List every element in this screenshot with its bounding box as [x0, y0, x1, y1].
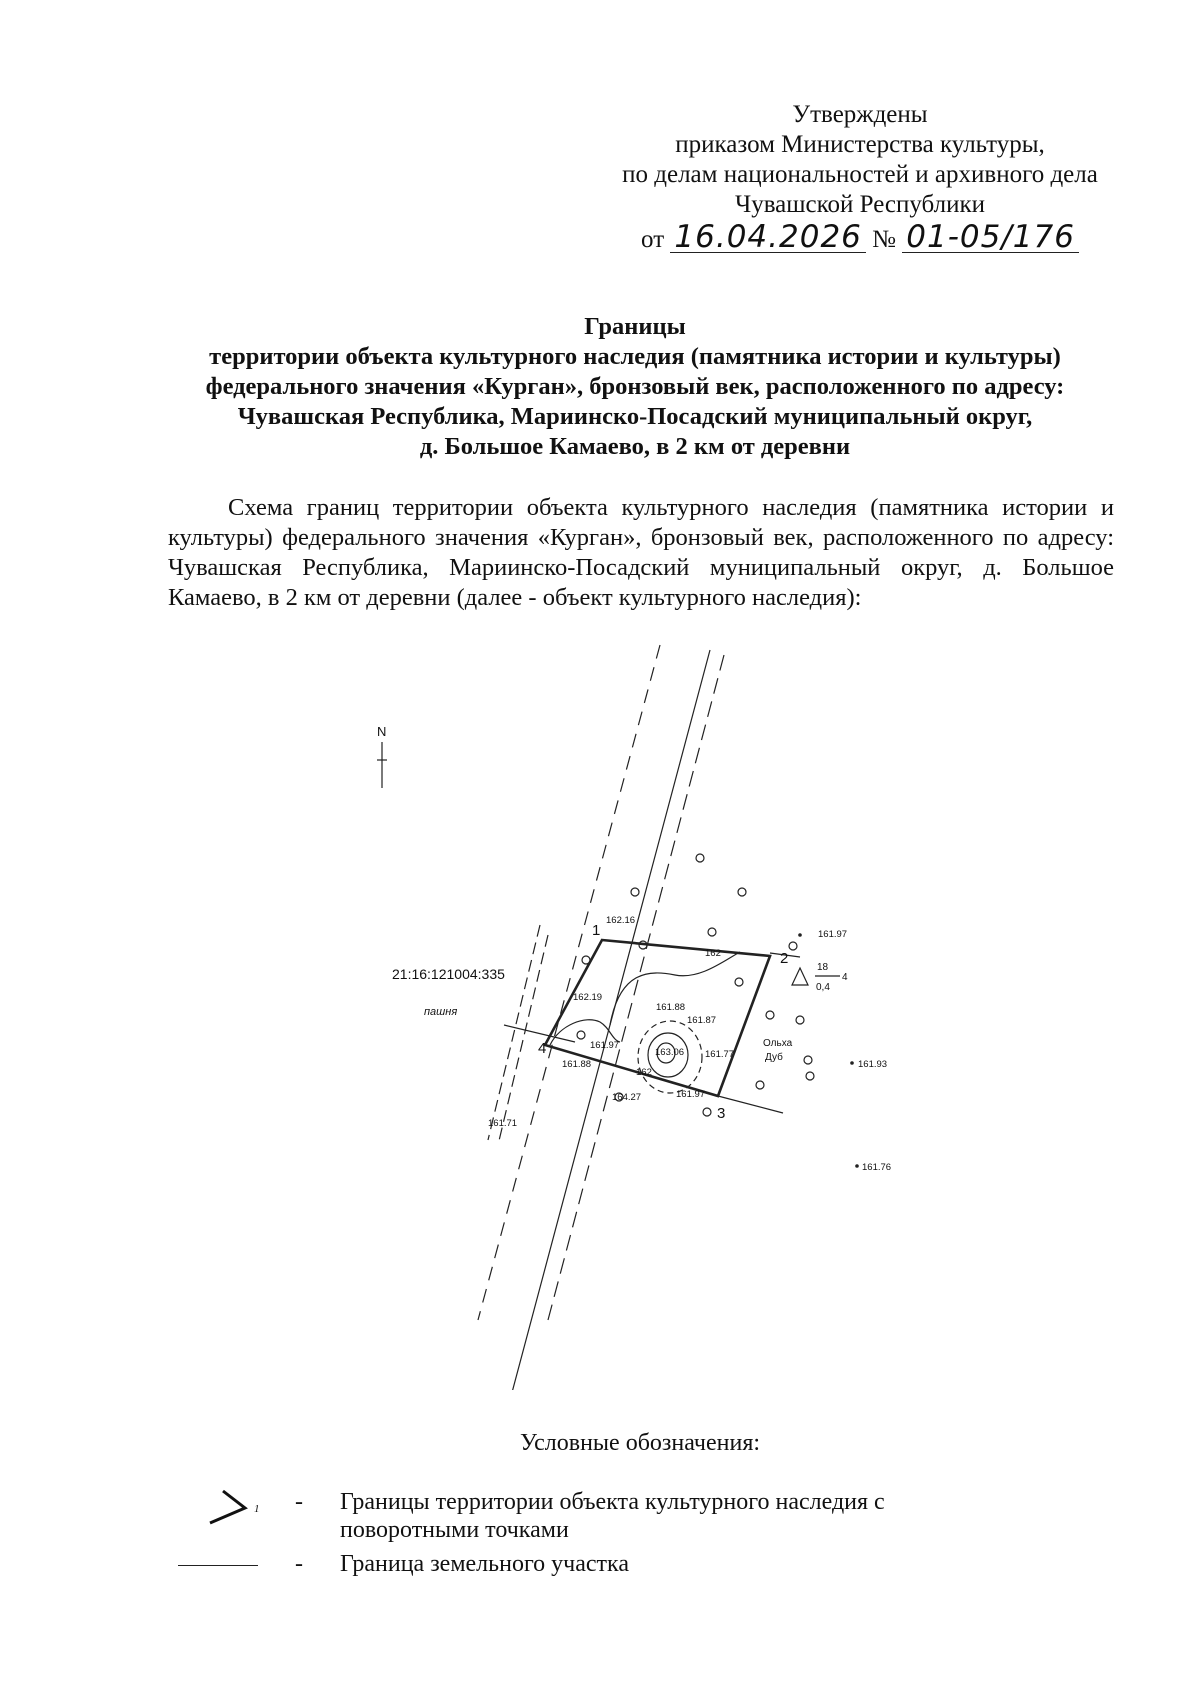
approval-block [600, 100, 1120, 255]
legend-text: Границы территории объекта культурного наследия с поворотными точками [340, 1489, 885, 1543]
elevation-label: 161.71 [488, 1118, 518, 1129]
bush-symbol [756, 1081, 764, 1089]
bush-symbol [738, 888, 746, 896]
approval-date: 16.04.2026 [670, 222, 866, 253]
bush-symbol [796, 1016, 804, 1024]
bush-symbol [735, 978, 743, 986]
approval-line: Утверждены [792, 101, 928, 128]
intro-paragraph: Схема границ территории объекта культурного наследия (памятника истории и культуры) федерального значения «Курган», бронзовый век, расположенного по адресу: Чувашская Республика, Мариинско-Посадский муниципальный округ, д. Большое Камаево, в 2 км от деревни (далее - объект культурного наследия): [168, 494, 1114, 611]
tree-denominator: 0,4 [816, 982, 830, 993]
legend-boundary-sample [205, 1486, 265, 1526]
boundary-scheme-map [0, 630, 1200, 1390]
tree-label-top: Ольха [763, 1038, 793, 1049]
road-line-dashed [478, 645, 660, 1320]
heritage-boundary [545, 940, 770, 1096]
point-label-1: 1 [592, 922, 601, 939]
elevation-label: 161.87 [687, 1015, 717, 1026]
legend-text: Граница земельного участка [340, 1551, 629, 1577]
elevation-label: 162 [705, 948, 721, 959]
bush-symbol [804, 1056, 812, 1064]
title-line: Чувашская Республика, Мариинско-Посадский муниципальный округ, [237, 403, 1033, 430]
number-sign: № [872, 226, 896, 253]
legend-boundary-stroke [210, 1491, 245, 1523]
elevation-label: 161.76 [862, 1162, 892, 1173]
parcel-dashed-line [488, 925, 540, 1140]
bush-symbol [696, 854, 704, 862]
bush-symbol [703, 1108, 711, 1116]
legend-dash: - [295, 1551, 303, 1577]
bush-symbol [789, 942, 797, 950]
legend-parcel-line-sample [178, 1565, 258, 1566]
elevation-label: 162 [636, 1067, 652, 1078]
point-label-2: 2 [780, 950, 789, 967]
elevation-label: 162.19 [573, 992, 603, 1003]
elevation-label: 161.93 [858, 1059, 888, 1070]
legend-title: Условные обозначения: [520, 1430, 761, 1456]
land-use-label: пашня [424, 1006, 458, 1018]
title-line: Границы [584, 313, 686, 340]
elevation-label: 163.06 [655, 1047, 685, 1058]
document-title [150, 312, 1120, 462]
bush-symbol [806, 1072, 814, 1080]
elevation-label: 161.97 [590, 1040, 620, 1051]
elevation-label: 161.97 [676, 1089, 706, 1100]
approval-number: 01-05/176 [902, 222, 1079, 253]
tree-label-bottom: Дуб [765, 1052, 783, 1063]
title-line: территории объекта культурного наследия (памятника истории и культуры) [209, 343, 1061, 370]
point-label-4: 4 [538, 1040, 547, 1057]
legend-point-label: 1 [254, 1503, 260, 1515]
title-line: федерального значения «Курган», бронзовый век, расположенного по адресу: [205, 373, 1065, 400]
approval-date-line [600, 219, 1120, 255]
date-prefix: от [641, 226, 665, 253]
tree-numerator: 18 [817, 962, 829, 973]
elevation-label: 164.27 [612, 1092, 642, 1103]
elevation-label: 161.77 [705, 1049, 735, 1060]
approval-line: по делам национальностей и архивного дела [622, 161, 1098, 188]
approval-line: приказом Министерства культуры, [675, 131, 1045, 158]
bush-symbol [577, 1031, 585, 1039]
point-label-3: 3 [717, 1105, 726, 1122]
land-parcel-boundary [718, 1096, 783, 1113]
elevation-label: 161.97 [818, 929, 848, 940]
elevation-label: 162.16 [606, 915, 636, 926]
north-label: N [377, 724, 387, 739]
elevation-label: 161.88 [562, 1059, 592, 1070]
road-line [510, 650, 710, 1390]
bush-symbol [631, 888, 639, 896]
bush-symbol [582, 956, 590, 964]
approval-line: Чувашской Республики [734, 191, 986, 218]
elevation-label: 161.88 [656, 1002, 686, 1013]
parcel-id-label: 21:16:121004:335 [392, 966, 505, 982]
tree-symbol [792, 968, 808, 985]
bush-symbol [766, 1011, 774, 1019]
bush-symbol [708, 928, 716, 936]
legend-dash: - [295, 1489, 303, 1515]
tree-count: 4 [842, 972, 848, 983]
title-line: д. Большое Камаево, в 2 км от деревни [419, 433, 851, 460]
road-line-dashed [548, 655, 724, 1320]
